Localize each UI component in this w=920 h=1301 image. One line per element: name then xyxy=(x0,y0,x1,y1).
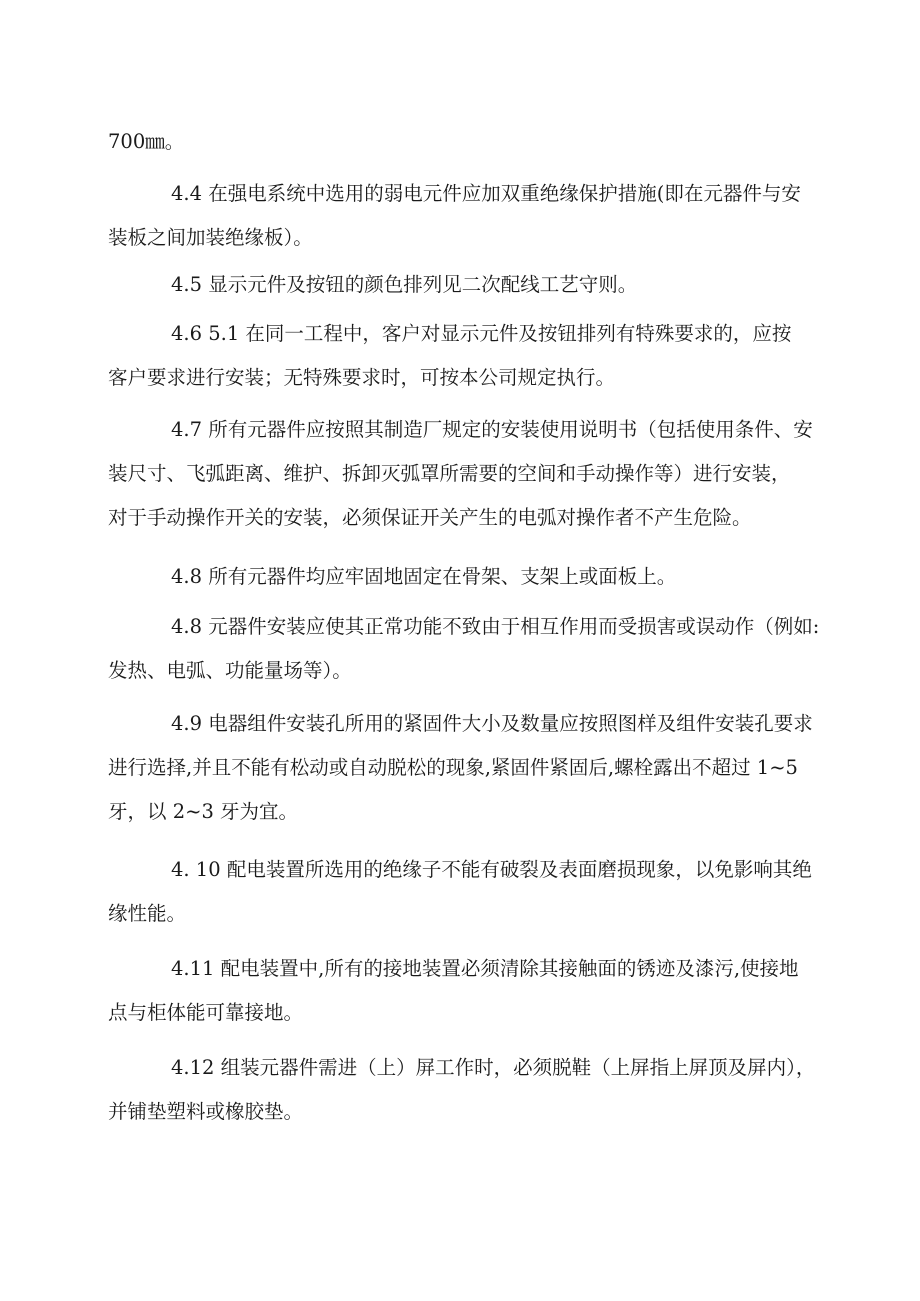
paragraph-4-5 xyxy=(108,263,820,307)
text-line: 装板之间加装绝缘板）。 xyxy=(108,226,313,249)
paragraph-4-8b xyxy=(108,605,820,693)
text-line: 4.8 元器件安装应使其正常功能不致由于相互作用而受损害或误动作（例如: xyxy=(171,615,820,638)
text-line: 点与柜体能可靠接地。 xyxy=(108,1001,304,1024)
text-line: 4.8 所有元器件均应牢固地固定在骨架、支架上或面板上。 xyxy=(171,565,677,588)
text-line: 4.9 电器组件安装孔所用的紧固件大小及数量应按照图样及组件安装孔要求 xyxy=(171,712,813,735)
paragraph-4-10 xyxy=(108,848,820,936)
paragraph-4-11 xyxy=(108,947,820,1035)
paragraph-4-7 xyxy=(108,408,820,540)
text-line: 4.4 在强电系统中选用的弱电元件应加双重绝缘保护措施(即在元器件与安 xyxy=(171,182,801,205)
text-line: 装尺寸、飞弧距离、维护、拆卸灭弧罩所需要的空间和手动操作等）进行安装， xyxy=(108,462,791,485)
paragraph-4-4 xyxy=(108,172,820,260)
text-line: 缘性能。 xyxy=(108,902,187,925)
paragraph-4-12 xyxy=(108,1046,820,1134)
text-line: 4.5 显示元件及按钮的颜色排列见二次配线工艺守则。 xyxy=(171,273,638,296)
text-line: 牙，以 2~3 牙为宜。 xyxy=(108,800,299,823)
text-line: 发热、电弧、功能量场等）。 xyxy=(108,659,352,682)
text-line: 4. 10 配电装置所选用的绝缘子不能有破裂及表面磨损现象，以免影响其绝 xyxy=(171,858,812,881)
text-line: 进行选择,并且不能有松动或自动脱松的现象,紧固件紧固后,螺栓露出不超过 1~5 xyxy=(108,756,798,779)
paragraph-4-8a xyxy=(108,555,820,599)
text-line: 客户要求进行安装；无特殊要求时，可按本公司规定执行。 xyxy=(108,366,616,389)
paragraph-4-6 xyxy=(108,312,820,400)
text-line: 对于手动操作开关的安装，必须保证开关产生的电弧对操作者不产生危险。 xyxy=(108,506,752,529)
text-line: 4.7 所有元器件应按照其制造厂规定的安装使用说明书（包括使用条件、安 xyxy=(171,418,813,441)
paragraph-tail xyxy=(108,120,820,164)
text-line: 4.6 5.1 在同一工程中，客户对显示元件及按钮排列有特殊要求的，应按 xyxy=(171,322,792,345)
paragraph-4-9 xyxy=(108,702,820,834)
text-line: 700㎜。 xyxy=(108,130,185,153)
text-line: 4.11 配电装置中,所有的接地装置必须清除其接触面的锈迹及漆污,使接地 xyxy=(171,957,799,980)
text-line: 4.12 组装元器件需进（上）屏工作时，必须脱鞋（上屏指上屏顶及屏内）， xyxy=(171,1056,816,1079)
text-line: 并铺垫塑料或橡胶垫。 xyxy=(108,1100,304,1123)
